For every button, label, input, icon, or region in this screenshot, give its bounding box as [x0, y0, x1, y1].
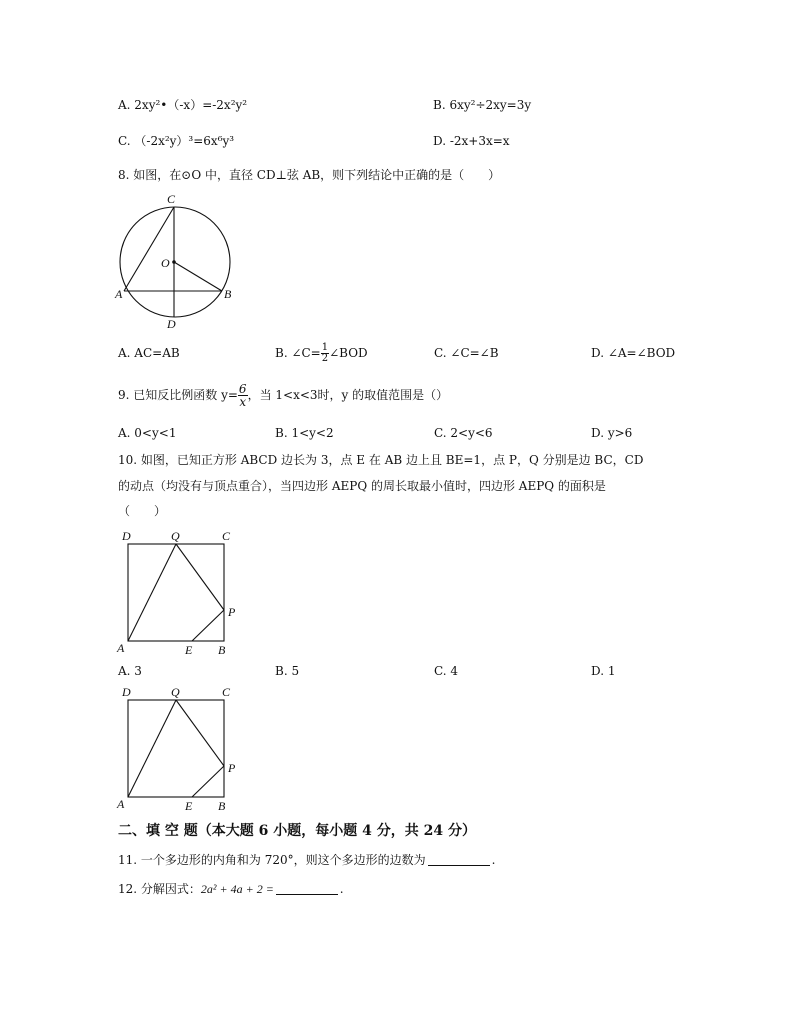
segment-ob — [174, 262, 222, 291]
label-d: D — [167, 317, 176, 331]
q10-line-3: （ ） — [118, 504, 167, 518]
label-a: A — [117, 641, 125, 655]
q9-option-d: D. y>6 — [591, 426, 633, 440]
q10-square-figure-1 — [112, 528, 242, 658]
segment-qp — [176, 700, 224, 766]
label-o: O — [161, 256, 170, 270]
q8-option-b-fraction: $\frac{1}{2}$ — [321, 342, 329, 364]
q8-option-c: C. ∠C=∠B — [434, 346, 499, 360]
q10-line-1: 10. 如图，已知正方形 ABCD 边长为 3，点 E 在 AB 边上且 BE=1，点 P，Q 分别是边 BC，CD — [118, 453, 644, 467]
q10-option-a: A. 3 — [118, 664, 142, 678]
q12-answer-blank[interactable] — [276, 882, 338, 895]
label-b: B — [218, 799, 226, 813]
q8-option-b-post: ∠BOD — [329, 346, 368, 360]
segment-pe — [192, 766, 224, 797]
q9-fraction: $\frac{6}{x}$ — [238, 382, 247, 409]
label-q: Q — [171, 529, 180, 543]
segment-aq — [128, 544, 176, 641]
q10-square-figure-2 — [112, 684, 242, 814]
q9-option-b: B. 1<y<2 — [275, 426, 334, 440]
q12-text — [118, 881, 344, 897]
q11-answer-blank[interactable] — [428, 853, 490, 866]
q10-line-2: 的动点（均没有与顶点重合），当四边形 AEPQ 的周长取最小值时，四边形 AEPQ 的面积是 — [118, 479, 606, 493]
label-q: Q — [171, 685, 180, 699]
label-d: D — [122, 529, 131, 543]
q9-option-c: C. 2<y<6 — [434, 426, 493, 440]
q7-option-c: C. （-2x²y）³=6x⁶y³ — [118, 134, 235, 148]
q11-tail: . — [491, 853, 496, 867]
q8-option-b-pre: B. ∠C= — [275, 346, 321, 360]
q8-option-a: A. AC=AB — [118, 346, 180, 360]
q12-stem: 12. 分解因式： — [118, 882, 201, 896]
q7-option-d: D. -2x+3x=x — [433, 134, 510, 148]
label-p: P — [228, 761, 236, 775]
q11-stem: 11. 一个多边形的内角和为 720°，则这个多边形的边数为 — [118, 853, 426, 867]
square-abcd — [128, 700, 224, 797]
label-a: A — [117, 797, 125, 811]
q8-stem: 8. 如图，在⊙O 中，直径 CD⊥弦 AB，则下列结论中正确的是（ ） — [118, 168, 501, 182]
label-c: C — [167, 192, 176, 206]
q8-circle-figure — [112, 190, 242, 332]
segment-ac — [124, 207, 174, 291]
q12-tail: . — [339, 882, 344, 896]
segment-qp — [176, 544, 224, 610]
section-2-title: 二、填 空 题（本大题 6 小题，每小题 4 分，共 24 分） — [118, 823, 476, 839]
q9-option-a: A. 0<y<1 — [118, 426, 177, 440]
q8-option-b — [275, 338, 368, 368]
center-point — [172, 260, 176, 264]
segment-aq — [128, 700, 176, 797]
label-a: A — [115, 287, 123, 301]
label-c: C — [222, 685, 231, 699]
q10-option-b: B. 5 — [275, 664, 300, 678]
q11-text — [118, 852, 495, 868]
label-e: E — [185, 799, 193, 813]
q9-stem-post: ，当 1<x<3时，y 的取值范围是（） — [247, 388, 449, 402]
q10-option-c: C. 4 — [434, 664, 459, 678]
q12-expression: 2a² + 4a + 2 = — [200, 882, 274, 896]
label-b: B — [218, 643, 226, 657]
label-c: C — [222, 529, 231, 543]
q10-option-d: D. 1 — [591, 664, 616, 678]
label-e: E — [185, 643, 193, 657]
label-d: D — [122, 685, 131, 699]
q9-stem — [118, 380, 448, 410]
label-b: B — [224, 287, 232, 301]
segment-pe — [192, 610, 224, 641]
q7-option-b: B. 6xy²÷2xy=3y — [433, 98, 532, 112]
q9-stem-pre: 9. 已知反比例函数 y= — [118, 388, 238, 402]
label-p: P — [228, 605, 236, 619]
square-abcd — [128, 544, 224, 641]
q7-option-a: A. 2xy²•（-x）=-2x²y² — [118, 98, 248, 112]
q8-option-d: D. ∠A=∠BOD — [591, 346, 676, 360]
